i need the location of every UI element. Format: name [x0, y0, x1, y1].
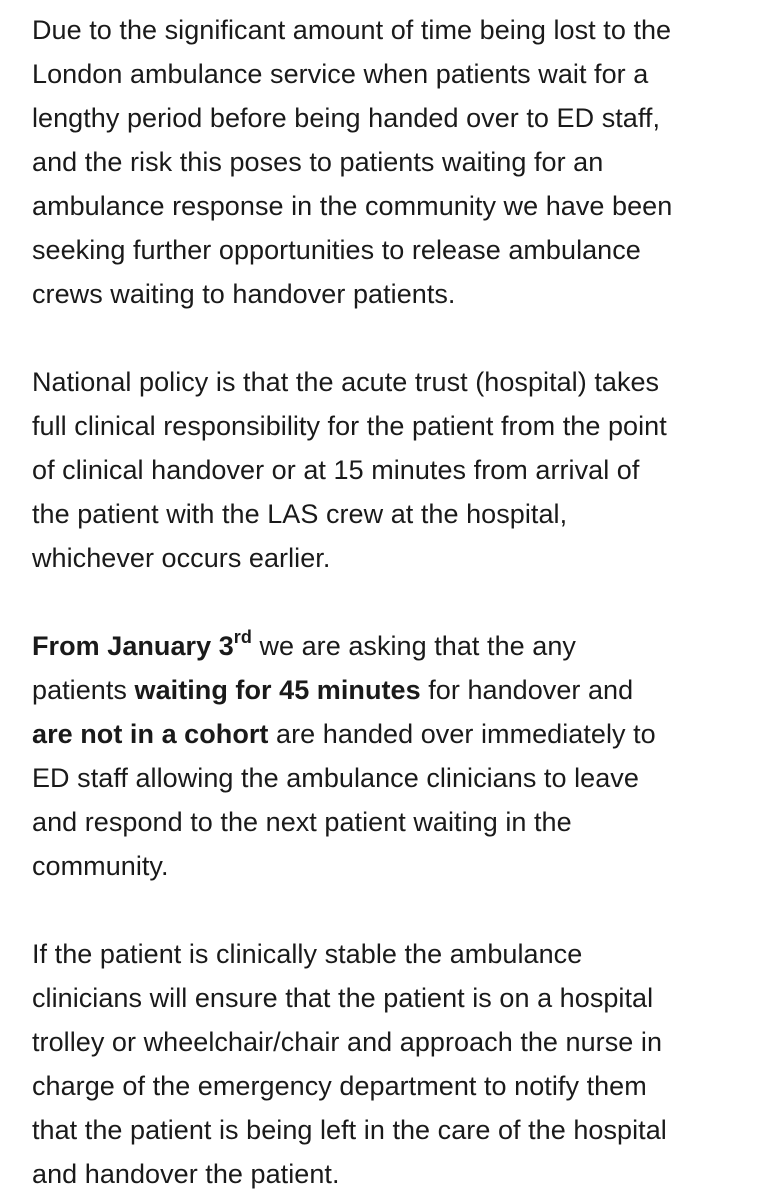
- text-run: patients: [32, 675, 135, 705]
- text-line: If the patient is clinically stable the ambulance: [32, 939, 583, 969]
- text-line: full clinical responsibility for the patient from the point: [32, 411, 667, 441]
- text-run: we are asking that the any: [251, 631, 576, 661]
- text-line: whichever occurs earlier.: [32, 543, 331, 573]
- text-line: and the risk this poses to patients waiting for an: [32, 147, 604, 177]
- text-line: and respond to the next patient waiting in the: [32, 807, 572, 837]
- paragraph-ambulance-delays: [32, 8, 769, 316]
- text-line: ED staff allowing the ambulance clinicians to leave: [32, 763, 639, 793]
- text-line: of clinical handover or at 15 minutes from arrival of: [32, 455, 640, 485]
- text-line: clinicians will ensure that the patient is on a hospital: [32, 983, 654, 1013]
- text-line: London ambulance service when patients wait for a: [32, 59, 649, 89]
- bold-wait-time: waiting for 45 minutes: [134, 675, 421, 705]
- text-line: and handover the patient.: [32, 1159, 340, 1189]
- text-run: for handover and: [420, 675, 634, 705]
- text-line: ambulance response in the community we have been: [32, 191, 673, 221]
- text-line: [32, 712, 769, 756]
- text-line: [32, 668, 769, 712]
- text-line: Due to the significant amount of time being lost to the: [32, 15, 672, 45]
- ordinal-suffix: rd: [233, 627, 252, 647]
- paragraph-january-change: [32, 624, 769, 888]
- text-line: seeking further opportunities to release ambulance: [32, 235, 641, 265]
- text-line: [32, 624, 769, 668]
- bold-cohort: are not in a cohort: [32, 719, 269, 749]
- text-line: crews waiting to handover patients.: [32, 279, 456, 309]
- paragraph-stable-patient: [32, 932, 769, 1196]
- text-line: National policy is that the acute trust (hospital) takes: [32, 367, 660, 397]
- paragraph-national-policy: [32, 360, 769, 580]
- text-line: charge of the emergency department to notify them: [32, 1071, 647, 1101]
- text-line: that the patient is being left in the care of the hospital: [32, 1115, 667, 1145]
- text-line: the patient with the LAS crew at the hospital,: [32, 499, 568, 529]
- text-line: lengthy period before being handed over to ED staff,: [32, 103, 661, 133]
- bold-date: From January 3: [32, 631, 234, 661]
- text-line: trolley or wheelchair/chair and approach the nurse in: [32, 1027, 663, 1057]
- text-line: community.: [32, 851, 169, 881]
- text-run: are handed over immediately to: [268, 719, 656, 749]
